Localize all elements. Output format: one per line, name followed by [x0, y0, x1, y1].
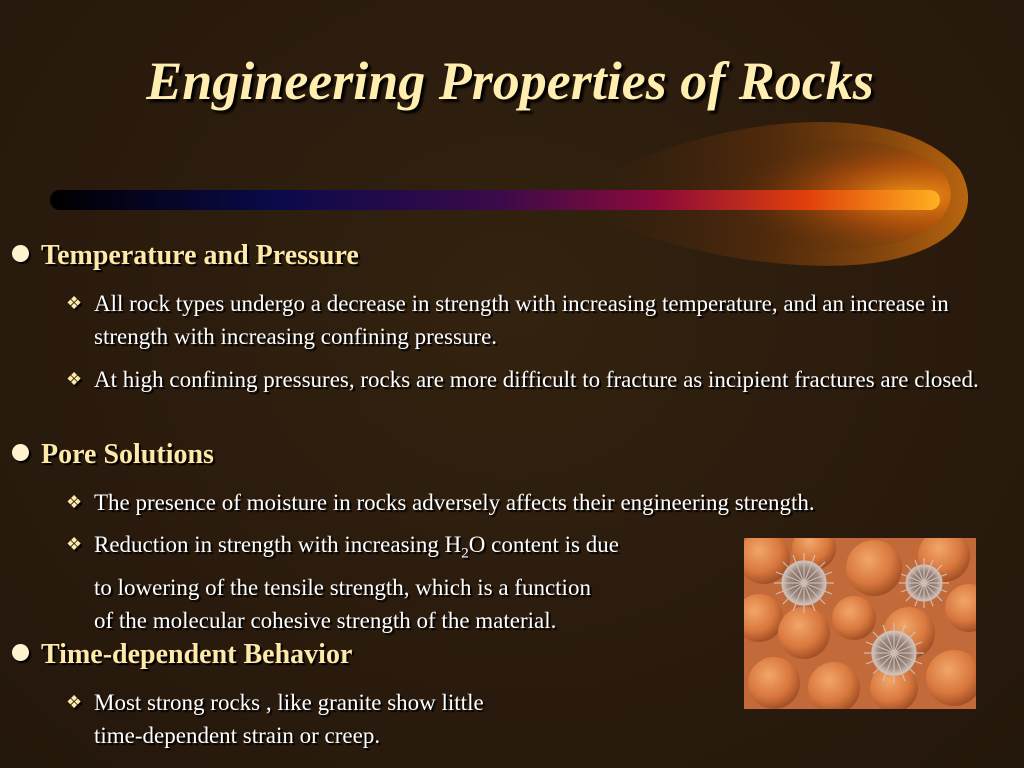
sub-bullet-text: Reduction in strength with increasing $H_2O$ content is due to lowering of the tensile strength, which is a function of the molecular cohesive strength of the material.: [94, 532, 619, 633]
bullet-heading-pore-solutions: [12, 439, 214, 471]
sub-bullet-item: [66, 686, 726, 752]
heading-text: Pore Solutions: [41, 439, 214, 470]
filled-circle-icon: [12, 444, 29, 461]
sub-bullet-item: [66, 528, 746, 637]
filled-circle-icon: [12, 644, 29, 661]
bullet-heading-time-dependent: [12, 639, 352, 671]
mineral-crystal-photo: [744, 538, 976, 709]
four-diamond-icon: ❖: [66, 692, 83, 712]
sub-bullet-item: [66, 287, 996, 353]
four-diamond-icon: ❖: [66, 369, 83, 389]
sub-bullet-text: At high confining pressures, rocks are more difficult to fracture as incipient fractures are closed.: [94, 367, 979, 392]
subscript-2: 2: [461, 545, 469, 562]
four-diamond-icon: ❖: [66, 492, 83, 512]
heading-text: Temperature and Pressure: [41, 240, 359, 271]
bullet-heading-temperature: [12, 240, 359, 272]
slide-title: Engineering Properties of Rocks: [146, 51, 874, 111]
sub-bullet-text: The presence of moisture in rocks adversely affects their engineering strength.: [94, 490, 815, 515]
sub-bullet-item: [66, 363, 996, 396]
sub-bullet-item: [66, 486, 1006, 519]
heading-text: Time-dependent Behavior: [41, 639, 353, 670]
filled-circle-icon: [12, 245, 29, 262]
four-diamond-icon: ❖: [66, 293, 83, 313]
sub-bullet-text: Most strong rocks , like granite show little time-dependent strain or creep.: [94, 690, 484, 748]
sub-bullet-text: All rock types undergo a decrease in strength with increasing temperature, and an increase in strength with increasing confining pressure.: [94, 291, 949, 349]
four-diamond-icon: ❖: [66, 534, 83, 554]
